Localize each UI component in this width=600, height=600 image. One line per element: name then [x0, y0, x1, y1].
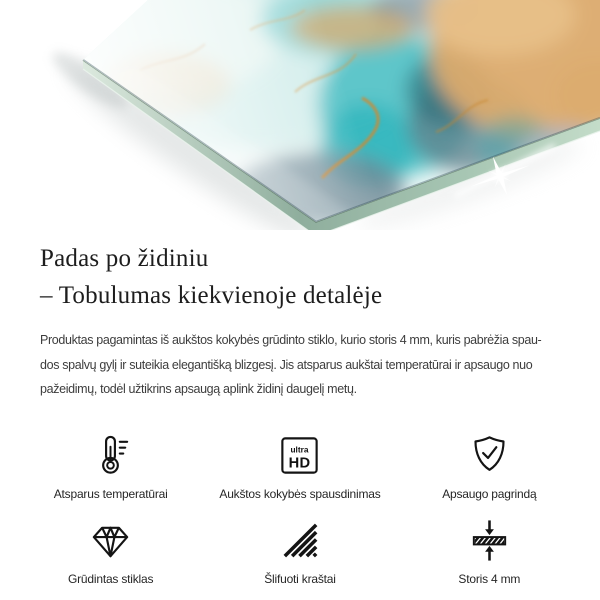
shield-check-icon: [466, 432, 513, 479]
diamond-icon: [87, 517, 134, 564]
feature-print-quality: [205, 432, 394, 501]
description-line: Produktas pagamintas iš aukštos kokybės grūdinto stiklo, kurio storis 4 mm, kuris pabrėžia spau-: [40, 333, 542, 347]
thickness-icon: [466, 517, 513, 564]
feature-protects-base: [395, 432, 584, 501]
svg-text:ultra: ultra: [290, 444, 309, 455]
svg-text:HD: HD: [289, 454, 311, 471]
page-title-line2: – Tobulumas kiekvienoje detalėje: [40, 282, 383, 309]
feature-thickness: [395, 517, 584, 586]
page-title: [40, 240, 560, 314]
polished-edges-icon: [276, 517, 323, 564]
ultra-hd-icon: [276, 432, 323, 479]
product-image: [0, 0, 600, 230]
description-line: dos spalvų gylį ir suteikia elegantišką blizgesį. Jis atsparus aukštai temperatūrai ir apsaugo nuo: [40, 357, 533, 372]
feature-tempered-glass: [16, 517, 205, 586]
feature-label: Storis 4 mm: [458, 571, 521, 586]
glass-panel-illustration: [0, 0, 600, 230]
page-title-line1: Padas po židiniu: [40, 245, 209, 272]
product-info-section: [0, 230, 600, 586]
feature-label: Atsparus temperatūrai: [53, 486, 168, 501]
description-line: pažeidimų, todėl užtikrins apsaugą aplink židinį daugelį metų.: [40, 382, 357, 396]
features-grid: [16, 432, 584, 586]
feature-label: Šlifuoti kraštai: [264, 571, 336, 586]
product-description: [40, 328, 560, 402]
feature-polished-edges: [205, 517, 394, 586]
marble-print: [0, 0, 600, 230]
feature-heat-resistant: [16, 432, 205, 501]
feature-label: Grūdintas stiklas: [68, 571, 154, 586]
feature-label: Apsaugo pagrindą: [442, 486, 537, 501]
feature-label: Aukštos kokybės spausdinimas: [219, 486, 381, 501]
thermometer-icon: [87, 432, 134, 479]
